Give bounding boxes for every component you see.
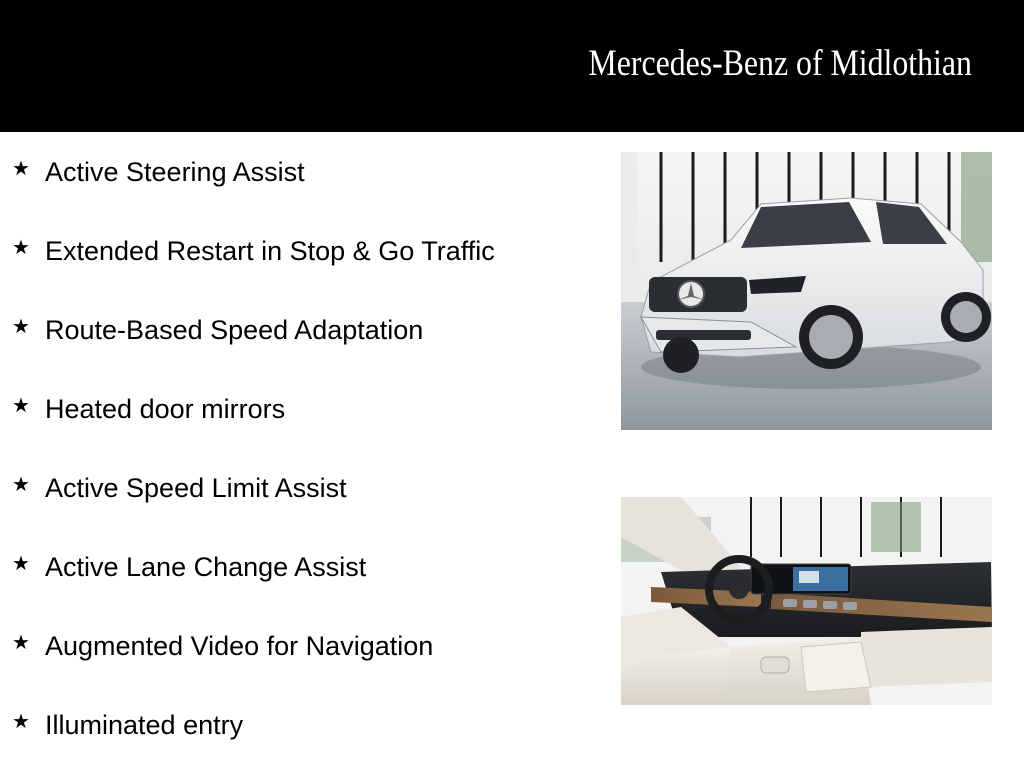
header-bar: [0, 0, 1024, 132]
star-icon: ★: [12, 395, 30, 417]
feature-label: Route-Based Speed Adaptation: [45, 314, 424, 345]
star-icon: ★: [12, 158, 30, 180]
feature-label: Active Lane Change Assist: [45, 551, 367, 582]
feature-item: [12, 310, 423, 350]
vehicle-exterior-photo: [621, 152, 992, 430]
feature-label: Heated door mirrors: [45, 393, 286, 424]
dealer-logo-text: Mercedes-Benz of Midlothian: [588, 43, 972, 84]
star-icon: ★: [12, 632, 30, 654]
feature-label: Active Steering Assist: [45, 156, 305, 187]
feature-label: Illuminated entry: [45, 709, 244, 740]
star-icon: ★: [12, 711, 30, 733]
feature-label: Extended Restart in Stop & Go Traffic: [45, 235, 495, 266]
star-icon: ★: [12, 553, 30, 575]
feature-item: [12, 152, 305, 192]
star-icon: ★: [12, 474, 30, 496]
feature-label: Augmented Video for Navigation: [45, 630, 434, 661]
star-icon: ★: [12, 316, 30, 338]
feature-item: [12, 389, 285, 429]
feature-item: [12, 705, 243, 745]
star-icon: ★: [12, 237, 30, 259]
vehicle-interior-photo: [621, 497, 992, 705]
feature-item: [12, 547, 366, 587]
feature-item: [12, 626, 433, 666]
feature-item: [12, 231, 495, 271]
feature-label: Active Speed Limit Assist: [45, 472, 347, 503]
feature-item: [12, 468, 347, 508]
